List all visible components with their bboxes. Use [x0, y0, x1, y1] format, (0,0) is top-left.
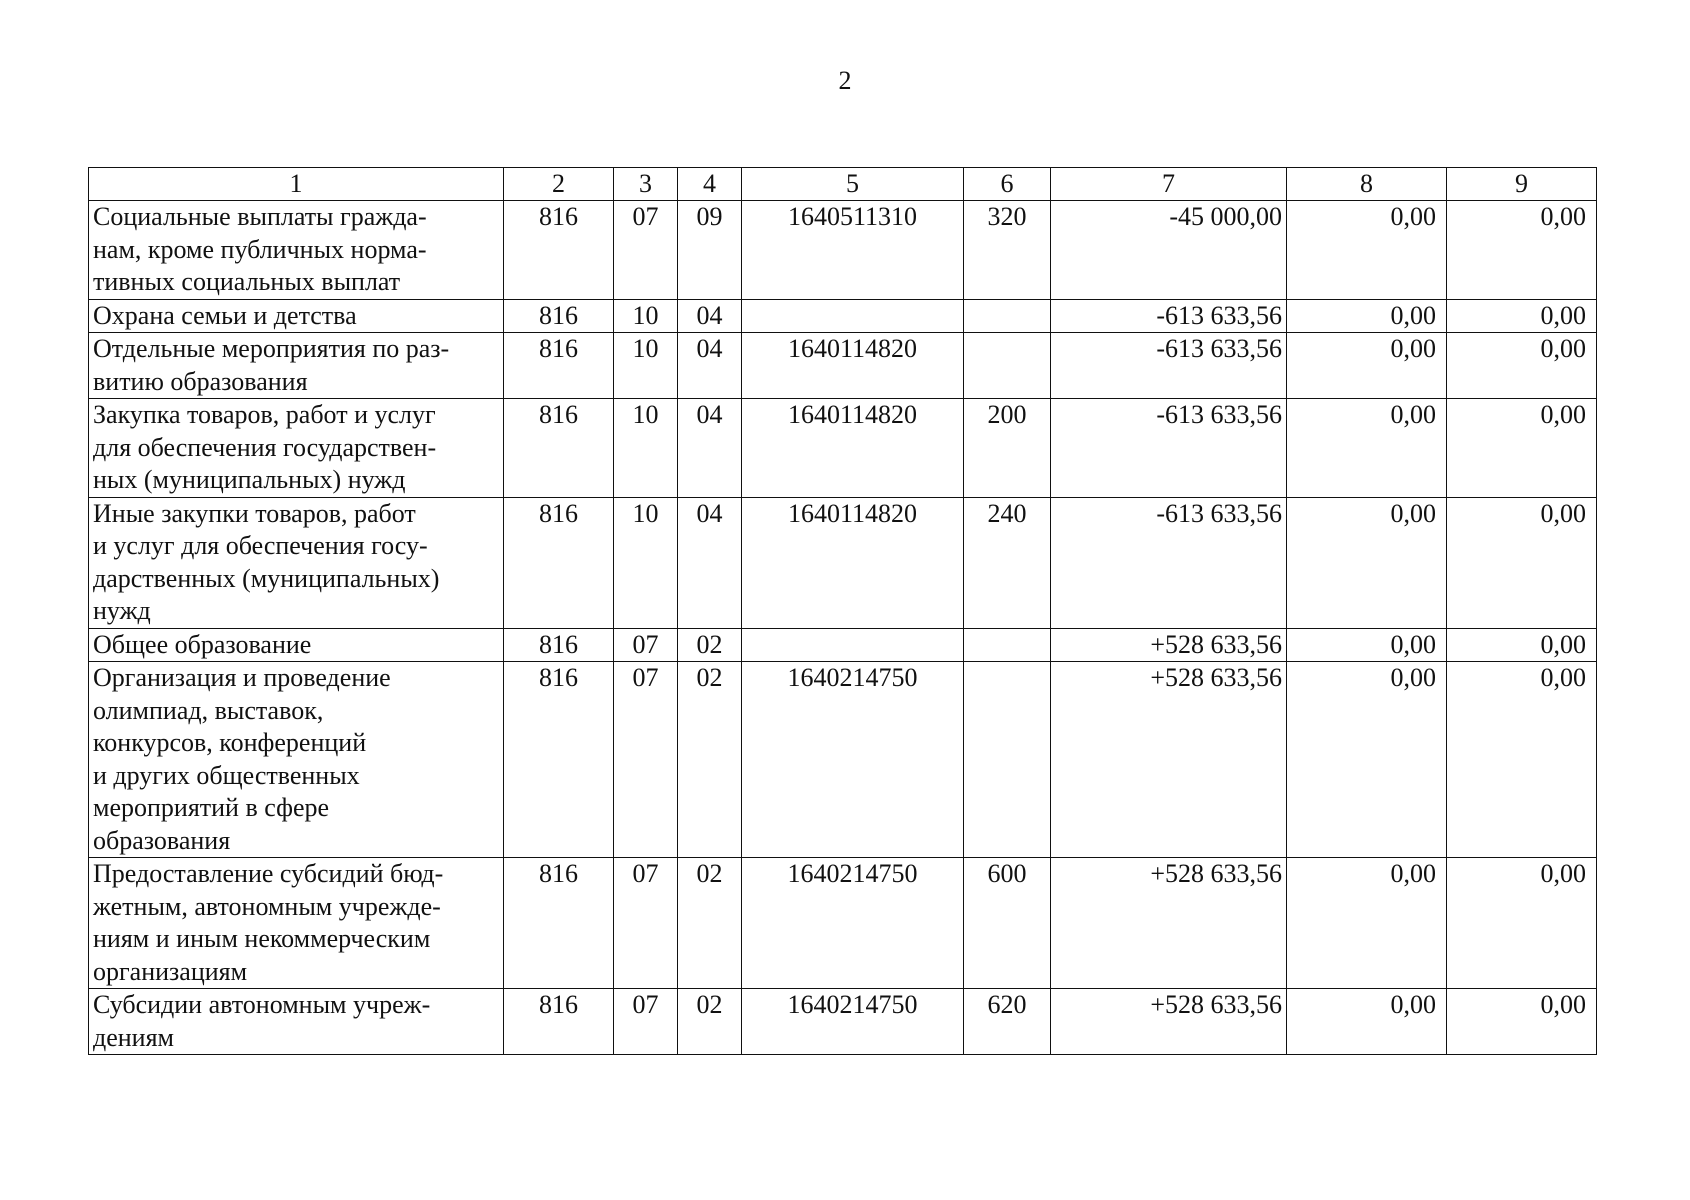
cell-section: 10: [614, 399, 678, 498]
cell-amount-col8: 0,00: [1287, 299, 1447, 333]
cell-ministry-code: 816: [504, 989, 614, 1055]
row-name: Иные закупки товаров, работ и услуг для обеспечения госу- дарственных (муниципальных) нужд: [89, 497, 504, 628]
header-col-3: 3: [614, 168, 678, 201]
cell-amount-col8: 0,00: [1287, 628, 1447, 662]
cell-subsection: 02: [678, 662, 742, 858]
cell-target-article: 1640114820: [742, 497, 964, 628]
row-name: Охрана семьи и детства: [89, 299, 504, 333]
budget-table: [88, 167, 1597, 1055]
cell-ministry-code: 816: [504, 399, 614, 498]
cell-ministry-code: 816: [504, 299, 614, 333]
cell-section: 10: [614, 333, 678, 399]
cell-target-article: 1640114820: [742, 333, 964, 399]
cell-amount-col7: -613 633,56: [1051, 399, 1287, 498]
cell-ministry-code: 816: [504, 497, 614, 628]
cell-subsection: 09: [678, 201, 742, 300]
cell-amount-col8: 0,00: [1287, 662, 1447, 858]
page-number: 2: [838, 66, 852, 95]
row-name: Закупка товаров, работ и услуг для обеспечения государствен- ных (муниципальных) нужд: [89, 399, 504, 498]
cell-amount-col7: +528 633,56: [1051, 628, 1287, 662]
cell-ministry-code: 816: [504, 662, 614, 858]
header-col-2: 2: [504, 168, 614, 201]
row-name: Общее образование: [89, 628, 504, 662]
cell-expense-type: 620: [964, 989, 1051, 1055]
cell-ministry-code: 816: [504, 858, 614, 989]
header-col-1: 1: [89, 168, 504, 201]
cell-section: 10: [614, 299, 678, 333]
cell-section: 07: [614, 662, 678, 858]
cell-subsection: 04: [678, 497, 742, 628]
row-name: Отдельные мероприятия по раз- витию образования: [89, 333, 504, 399]
table-row: [89, 662, 1597, 858]
cell-target-article: [742, 628, 964, 662]
cell-amount-col8: 0,00: [1287, 333, 1447, 399]
cell-subsection: 02: [678, 628, 742, 662]
cell-target-article: [742, 299, 964, 333]
row-name: Субсидии автономным учреж- дениям: [89, 989, 504, 1055]
table-row: [89, 399, 1597, 498]
cell-expense-type: [964, 662, 1051, 858]
cell-expense-type: [964, 628, 1051, 662]
header-col-5: 5: [742, 168, 964, 201]
cell-amount-col7: +528 633,56: [1051, 662, 1287, 858]
cell-amount-col7: +528 633,56: [1051, 858, 1287, 989]
cell-subsection: 04: [678, 299, 742, 333]
cell-target-article: 1640214750: [742, 989, 964, 1055]
cell-section: 07: [614, 628, 678, 662]
cell-expense-type: 600: [964, 858, 1051, 989]
header-col-7: 7: [1051, 168, 1287, 201]
cell-amount-col7: -613 633,56: [1051, 299, 1287, 333]
cell-target-article: 1640114820: [742, 399, 964, 498]
cell-amount-col8: 0,00: [1287, 989, 1447, 1055]
cell-subsection: 04: [678, 399, 742, 498]
cell-amount-col8: 0,00: [1287, 497, 1447, 628]
cell-amount-col8: 0,00: [1287, 399, 1447, 498]
cell-expense-type: 240: [964, 497, 1051, 628]
row-name: Организация и проведение олимпиад, выставок, конкурсов, конференций и других общественных мероприятий в сфере образования: [89, 662, 504, 858]
cell-amount-col8: 0,00: [1287, 858, 1447, 989]
cell-subsection: 02: [678, 989, 742, 1055]
cell-amount-col9: 0,00: [1447, 628, 1597, 662]
cell-section: 07: [614, 858, 678, 989]
cell-amount-col7: -45 000,00: [1051, 201, 1287, 300]
cell-amount-col9: 0,00: [1447, 662, 1597, 858]
header-col-8: 8: [1287, 168, 1447, 201]
table-row: [89, 628, 1597, 662]
cell-amount-col9: 0,00: [1447, 333, 1597, 399]
cell-ministry-code: 816: [504, 333, 614, 399]
cell-section: 10: [614, 497, 678, 628]
cell-expense-type: [964, 333, 1051, 399]
table-row: [89, 497, 1597, 628]
cell-amount-col7: -613 633,56: [1051, 497, 1287, 628]
cell-amount-col7: -613 633,56: [1051, 333, 1287, 399]
row-name: Социальные выплаты гражда- нам, кроме публичных норма- тивных социальных выплат: [89, 201, 504, 300]
cell-amount-col9: 0,00: [1447, 497, 1597, 628]
cell-section: 07: [614, 201, 678, 300]
cell-amount-col9: 0,00: [1447, 989, 1597, 1055]
table-row: [89, 333, 1597, 399]
table-body: [89, 201, 1597, 1055]
header-col-9: 9: [1447, 168, 1597, 201]
table-row: [89, 858, 1597, 989]
cell-amount-col8: 0,00: [1287, 201, 1447, 300]
cell-section: 07: [614, 989, 678, 1055]
cell-expense-type: 200: [964, 399, 1051, 498]
cell-amount-col9: 0,00: [1447, 858, 1597, 989]
header-col-4: 4: [678, 168, 742, 201]
cell-target-article: 1640511310: [742, 201, 964, 300]
cell-expense-type: [964, 299, 1051, 333]
table-row: [89, 299, 1597, 333]
cell-expense-type: 320: [964, 201, 1051, 300]
cell-ministry-code: 816: [504, 201, 614, 300]
cell-amount-col9: 0,00: [1447, 299, 1597, 333]
cell-ministry-code: 816: [504, 628, 614, 662]
row-name: Предоставление субсидий бюд- жетным, автономным учрежде- ниям и иным некоммерческим организациям: [89, 858, 504, 989]
cell-target-article: 1640214750: [742, 858, 964, 989]
cell-amount-col9: 0,00: [1447, 201, 1597, 300]
cell-target-article: 1640214750: [742, 662, 964, 858]
cell-amount-col7: +528 633,56: [1051, 989, 1287, 1055]
table-row: [89, 989, 1597, 1055]
cell-amount-col9: 0,00: [1447, 399, 1597, 498]
cell-subsection: 04: [678, 333, 742, 399]
cell-subsection: 02: [678, 858, 742, 989]
header-col-6: 6: [964, 168, 1051, 201]
table-header-row: [89, 168, 1597, 201]
table-row: [89, 201, 1597, 300]
